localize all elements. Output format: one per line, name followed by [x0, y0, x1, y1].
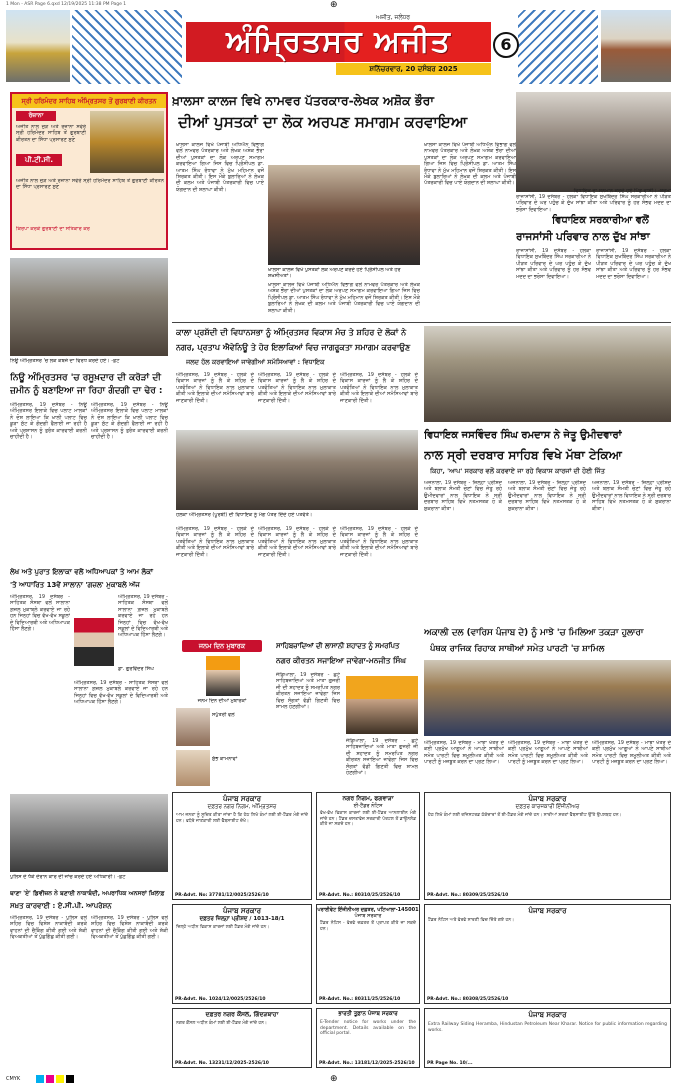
center-lower-portrait	[346, 676, 418, 734]
right-lower-body-2: ਅੰਮ੍ਰਿਤਸਰ, 19 ਦਸੰਬਰ - ਮਾਝਾ ਖੇਤਰ ਦੇ ਕਈ ਪ੍ਰਮੁੱਖ ਆਗੂਆਂ ਨੇ ਆਪਣੇ ਸਾਥੀਆਂ ਸਮੇਤ ਪਾਰਟੀ ਵਿਚ ਸ਼ਮੂਲੀਅਤ ਕੀਤੀ ਅਤੇ ਪਾਰਟੀ ਨੂੰ ਮਜ਼ਬੂਤ ਕਰਨ ਦਾ ਪ੍ਰਣ ਲਿਆ।	[508, 740, 588, 766]
ad-8-ref: PR-Advt. No.: 80308/25/2526/10	[427, 997, 509, 1002]
ad-nagar-nigam	[316, 792, 420, 900]
birthday-photo-3	[176, 750, 210, 786]
top-right-body-1: ਰਾਜਾਸਾਂਸੀ, 19 ਦਸੰਬਰ - ਹਲਕਾ ਵਿਧਾਇਕ ਸੁਖਬਿੰਦਰ ਸਿੰਘ ਸਰਕਾਰੀਆ ਨੇ ਪੀੜਤ ਪਰਿਵਾਰ ਦੇ ਘਰ ਪਹੁੰਚ ਕੇ ਦੁੱਖ ਸਾਂਝਾ ਕੀਤਾ ਅਤੇ ਪਰਿਵਾਰ ਨੂੰ ਹਰ ਸੰਭਵ ਮਦਦ ਦਾ ਭਰੋਸਾ ਦਿਵਾਇਆ।	[516, 248, 591, 280]
masthead-title: ਅੰਮ੍ਰਿਤਸਰ ਅਜੀਤ	[186, 22, 491, 62]
lead-body-col-3: ਖ਼ਾਲਸਾ ਕਾਲਜ ਵਿਖੇ ਪੰਜਾਬੀ ਅਧਿਐਨ ਵਿਭਾਗ ਵਲੋਂ ਨਾਮਵਰ ਪੱਤਰਕਾਰ ਅਤੇ ਲੇਖਕ ਅਸ਼ੋਕ ਭੌਰਾ ਦੀਆਂ ਪੁਸਤਕਾਂ ਦਾ ਲੋਕ ਅਰਪਣ ਸਮਾਗਮ ਕਰਵਾਇਆ ਗਿਆ ਜਿਸ ਵਿਚ ਪ੍ਰਿੰਸੀਪਲ ਡਾ. ਆਤਮ ਸਿੰਘ ਰੰਧਾਵਾ ਨੇ ਮੁੱਖ ਮਹਿਮਾਨ ਵਜੋਂ ਸ਼ਿਰਕਤ ਕੀਤੀ। ਇਸ ਮੌਕੇ ਬੁਲਾਰਿਆਂ ਨੇ ਲੇਖਕ ਦੀ ਕਲਮ ਅਤੇ ਪੰਜਾਬੀ ਪੱਤਰਕਾਰੀ ਵਿਚ ਪਾਏ ਯੋਗਦਾਨ ਦੀ ਸ਼ਲਾਘਾ ਕੀਤੀ।	[424, 142, 516, 187]
bottom-registration-mark-icon: ⊕	[330, 1074, 338, 1084]
yellow-swatch	[56, 1075, 64, 1083]
ad-4-title: ਪੰਜਾਬ ਸਰਕਾਰ	[222, 907, 261, 915]
ad-2-subtitle: ਈ-ਟੈਂਡਰ ਨੋਟਿਸ	[353, 803, 383, 809]
promo-details: ਅਜੀਤ ਨਾਲ ਜੁੜੋ ਅਤੇ ਰੋਜ਼ਾਨਾ ਸਵੇਰੇ ਸ੍ਰੀ ਹਰਿਮੰਦਰ ਸਾਹਿਬ ਤੋਂ ਗੁਰਬਾਣੀ ਕੀਰਤਨ ਦਾ ਸਿੱਧਾ ਪ੍ਰਸਾਰਣ ਸੁਣੋ	[16, 178, 164, 191]
top-right-caption: ਵਿਧਾਇਕ ਦਾ ਸਨਮਾਨ ਕਰਦੇ ਹੋਏ ਪਿੰਡ ਵਾਸੀ। -ਸ਼ਰਮਾ	[573, 188, 671, 194]
top-right-summary: ਰਾਜਾਸਾਂਸੀ, 19 ਦਸੰਬਰ - ਹਲਕਾ ਵਿਧਾਇਕ ਸੁਖਬਿੰਦਰ ਸਿੰਘ ਸਰਕਾਰੀਆ ਨੇ ਪੀੜਤ ਪਰਿਵਾਰ ਦੇ ਘਰ ਪਹੁੰਚ ਕੇ ਦੁੱਖ ਸਾਂਝਾ ਕੀਤਾ ਅਤੇ ਪਰਿਵਾਰ ਨੂੰ ਹਰ ਸੰਭਵ ਮਦਦ ਦਾ ਭਰੋਸਾ ਦਿਵਾਇਆ।	[516, 194, 671, 212]
ad-1-subtitle: ਦਫ਼ਤਰ ਨਗਰ ਨਿਗਮ, ਅੰਮ੍ਰਿਤਸਰ	[207, 804, 277, 810]
center-mid-photo	[176, 430, 418, 510]
ad-punjab-sarkar-4	[424, 1008, 671, 1068]
promo-box	[10, 92, 168, 250]
ad-1-ref: PR-Advt. No: 37781/12/0025/2526/10	[175, 893, 269, 898]
registration-mark-icon: ⊕	[330, 0, 338, 10]
lead-body-col-1: ਖ਼ਾਲਸਾ ਕਾਲਜ ਵਿਖੇ ਪੰਜਾਬੀ ਅਧਿਐਨ ਵਿਭਾਗ ਵਲੋਂ ਨਾਮਵਰ ਪੱਤਰਕਾਰ ਅਤੇ ਲੇਖਕ ਅਸ਼ੋਕ ਭੌਰਾ ਦੀਆਂ ਪੁਸਤਕਾਂ ਦਾ ਲੋਕ ਅਰਪਣ ਸਮਾਗਮ ਕਰਵਾਇਆ ਗਿਆ ਜਿਸ ਵਿਚ ਪ੍ਰਿੰਸੀਪਲ ਡਾ. ਆਤਮ ਸਿੰਘ ਰੰਧਾਵਾ ਨੇ ਮੁੱਖ ਮਹਿਮਾਨ ਵਜੋਂ ਸ਼ਿਰਕਤ ਕੀਤੀ। ਇਸ ਮੌਕੇ ਬੁਲਾਰਿਆਂ ਨੇ ਲੇਖਕ ਦੀ ਕਲਮ ਅਤੇ ਪੰਜਾਬੀ ਪੱਤਰਕਾਰੀ ਵਿਚ ਪਾਏ ਯੋਗਦਾਨ ਦੀ ਸ਼ਲਾਘਾ ਕੀਤੀ।	[176, 142, 264, 193]
center-lower-body-1: ਜੰਡਿਆਲਾ, 19 ਦਸੰਬਰ - ਛੋਟੇ ਸਾਹਿਬਜ਼ਾਦਿਆਂ ਅਤੇ ਮਾਤਾ ਗੁਜਰੀ ਜੀ ਦੀ ਸ਼ਹਾਦਤ ਨੂੰ ਸਮਰਪਿਤ ਨਗਰ ਕੀਰਤਨ ਸਜਾਇਆ ਜਾਵੇਗਾ ਜਿਸ ਵਿਚ ਸੰਗਤਾਂ ਵੱਡੀ ਗਿਣਤੀ ਵਿਚ ਸ਼ਾਮਲ ਹੋਣਗੀਆਂ।	[276, 672, 340, 711]
center-mid-body-4: ਅੰਮ੍ਰਿਤਸਰ, 19 ਦਸੰਬਰ - ਹਲਕੇ ਦੇ ਵਿਕਾਸ ਕਾਰਜਾਂ ਨੂੰ ਲੈ ਕੇ ਸ਼ਹਿਰ ਦੇ ਪਤਵੰਤਿਆਂ ਨੇ ਵਿਧਾਇਕ ਨਾਲ ਮੁਲਾਕਾਤ ਕੀਤੀ ਅਤੇ ਇਲਾਕੇ ਦੀਆਂ ਸਮੱਸਿਆਵਾਂ ਬਾਰੇ ਜਾਣਕਾਰੀ ਦਿੱਤੀ।	[176, 526, 254, 558]
masthead-pattern-left	[72, 10, 182, 84]
right-lower-body-1: ਅੰਮ੍ਰਿਤਸਰ, 19 ਦਸੰਬਰ - ਮਾਝਾ ਖੇਤਰ ਦੇ ਕਈ ਪ੍ਰਮੁੱਖ ਆਗੂਆਂ ਨੇ ਆਪਣੇ ਸਾਥੀਆਂ ਸਮੇਤ ਪਾਰਟੀ ਵਿਚ ਸ਼ਮੂਲੀਅਤ ਕੀਤੀ ਅਤੇ ਪਾਰਟੀ ਨੂੰ ਮਜ਼ਬੂਤ ਕਰਨ ਦਾ ਪ੍ਰਣ ਲਿਆ।	[424, 740, 504, 766]
golden-temple-photo	[6, 10, 70, 82]
center-mid-headline-2: ਨਗਰ, ਪ੍ਰਤਾਪ ਐਵੇਨਿਊ ਤੇ ਹੋਰ ਇਲਾਕਿਆਂ ਵਿਚ ਜਾਗਰੂਕਤਾ ਸਮਾਗਮ ਕਰਵਾਉਣ	[176, 343, 411, 352]
center-mid-body-3: ਅੰਮ੍ਰਿਤਸਰ, 19 ਦਸੰਬਰ - ਹਲਕੇ ਦੇ ਵਿਕਾਸ ਕਾਰਜਾਂ ਨੂੰ ਲੈ ਕੇ ਸ਼ਹਿਰ ਦੇ ਪਤਵੰਤਿਆਂ ਨੇ ਵਿਧਾਇਕ ਨਾਲ ਮੁਲਾਕਾਤ ਕੀਤੀ ਅਤੇ ਇਲਾਕੇ ਦੀਆਂ ਸਮੱਸਿਆਵਾਂ ਬਾਰੇ ਜਾਣਕਾਰੀ ਦਿੱਤੀ।	[340, 372, 418, 404]
promo-footer: ਕਿਰਪਾ ਕਰਕੇ ਗੁਰਬਾਣੀ ਦਾ ਸਤਿਕਾਰ ਕਰੋ	[16, 226, 90, 232]
birthday-caption-3: ਸ਼ੁੱਭ ਕਾਮਨਾਵਾਂ	[212, 756, 238, 762]
masthead-pattern-right	[518, 10, 598, 84]
bottom-left-caption: ਪੁਲਿਸ ਦੇ ਧੱਕੇ ਦੌਰਾਨ ਕਾਰ ਦੀ ਜਾਂਚ ਕਰਦੇ ਹੋਏ ਅਧਿਕਾਰੀ। -ਫ਼ੋਟੋ	[10, 874, 126, 880]
bottom-left-photo	[10, 794, 168, 872]
center-mid-headline-1: ਕਾਲਾ ਪ੍ਰਸ਼ੱਦੀ ਦੀ ਵਿਧਾਨਸਭਾ ਨੂੰ ਅੰਮ੍ਰਿਤਸਰ ਵਿਕਾਸ ਮੰਚ ਤੇ ਸ਼ਹਿਰ ਦੇ ਲੋਕਾਂ ਨੇ	[176, 328, 407, 337]
ad-private-engineer	[316, 904, 420, 1004]
ad-2-body: ਵੱਖ-ਵੱਖ ਵਿਕਾਸ ਕਾਰਜਾਂ ਲਈ ਈ-ਟੈਂਡਰ ਆਨਲਾਈਨ ਮੰਗੇ ਜਾਂਦੇ ਹਨ। ਟੈਂਡਰ ਦਸਤਾਵੇਜ਼ ਸਰਕਾਰੀ ਪੋਰਟਲ ਤੋਂ ਡਾਊਨਲੋਡ ਕੀਤੇ ਜਾ ਸਕਦੇ ਹਨ।	[320, 811, 416, 827]
promo-photo	[90, 111, 164, 173]
ad-punjab-sarkar-3	[424, 904, 671, 1004]
ad-9-ref: PR Page No. 10/...	[427, 1061, 473, 1066]
center-mid-kicker: ਜਲਦ ਹੱਲ ਕਰਵਾਇਆਂ ਜਾਵੇਗੀਆਂ ਸਮੱਸਿਆਵਾਂ : ਵਿਧਾਇਕ	[186, 358, 325, 366]
left-lower-headline-2: 'ਤੇ ਆਧਾਰਿਤ 13ਵੇਂ ਸਾਲਾਨਾ 'ਗਜ਼ਲ' ਮੁਕਾਬਲੇ ਅੱਜ	[10, 581, 140, 589]
masthead-subtitle: ਅਜੀਤ, ਜਲੰਧਰ	[376, 14, 411, 21]
promo-body: ਅਜੀਤ ਨਾਲ ਜੁੜੋ ਅਤੇ ਰੋਜ਼ਾਨਾ ਸਵੇਰੇ ਸ੍ਰੀ ਹਰਿਮੰਦਰ ਸਾਹਿਬ ਤੋਂ ਗੁਰਬਾਣੀ ਕੀਰਤਨ ਦਾ ਸਿੱਧਾ ਪ੍ਰਸਾਰਣ ਸੁਣੋ	[16, 124, 86, 143]
promo-label: ਰੋਜ਼ਾਨਾ	[16, 111, 56, 121]
divider	[172, 322, 671, 323]
center-lower-headline-2: ਨਗਰ ਕੀਰਤਨ ਸਜਾਇਆ ਜਾਵੇਗਾ-ਮਨਜੀਤ ਸਿੰਘ	[276, 656, 407, 665]
promo-title: ਸ੍ਰੀ ਹਰਿਮੰਦਰ ਸਾਹਿਬ ਅੰਮ੍ਰਿਤਸਰ ਤੋਂ ਗੁਰਬਾਣੀ ਕੀਰਤਨ	[12, 94, 166, 108]
lead-caption: ਖ਼ਾਲਸਾ ਕਾਲਜ ਵਿਖੇ ਪੁਸਤਕਾਂ ਲੋਕ ਅਰਪਣ ਕਰਦੇ ਹੋਏ ਪ੍ਰਿੰਸੀਪਲ ਅਤੇ ਹੋਰ ਸ਼ਖ਼ਸੀਅਤਾਂ।	[268, 267, 401, 279]
bottom-left-body-2: ਅੰਮ੍ਰਿਤਸਰ, 19 ਦਸੰਬਰ - ਪੁਲਿਸ ਵਲੋਂ ਸ਼ਹਿਰ ਵਿਚ ਵਿਸ਼ੇਸ਼ ਨਾਕਾਬੰਦੀ ਕਰਕੇ ਵਾਹਨਾਂ ਦੀ ਚੈਕਿੰਗ ਕੀਤੀ ਗਈ ਅਤੇ ਸ਼ੱਕੀ ਵਿਅਕਤੀਆਂ ਤੋਂ ਪੁੱਛਗਿੱਛ ਕੀਤੀ ਗਈ।	[91, 915, 168, 941]
right-mid-headline-2: ਨਾਲ ਸ੍ਰੀ ਦਰਬਾਰ ਸਾਹਿਬ ਵਿਖੇ ਮੱਥਾ ਟੇਕਿਆ	[424, 448, 622, 462]
mid-left-body-2: ਅੰਮ੍ਰਿਤਸਰ, 19 ਦਸੰਬਰ - ਨਿਊ ਅੰਮ੍ਰਿਤਸਰ ਇਲਾਕੇ ਵਿਚ ਪਲਾਟ ਮਾਲਕਾਂ ਨੇ ਦੋਸ਼ ਲਾਇਆ ਕਿ ਖ਼ਾਲੀ ਪਲਾਟ ਵਿਚ ਕੂੜਾ ਸੁੱਟ ਕੇ ਗੰਦਗੀ ਫੈਲਾਈ ਜਾ ਰਹੀ ਹੈ ਅਤੇ ਪ੍ਰਸ਼ਾਸਨ ਨੂੰ ਤੁਰੰਤ ਕਾਰਵਾਈ ਕਰਨੀ ਚਾਹੀਦੀ ਹੈ।	[91, 402, 168, 441]
ad-6-body: ਟੈਂਡਰ ਨੋਟਿਸ - ਵੇਰਵੇ ਦਫ਼ਤਰ ਤੋਂ ਪ੍ਰਾਪਤ ਕੀਤੇ ਜਾ ਸਕਦੇ ਹਨ।	[320, 921, 416, 932]
footer-colors-label: CMYK	[6, 1076, 21, 1082]
ad-4-body: ਜ਼ਿਲ੍ਹੇ ਅਧੀਨ ਵਿਕਾਸ ਕਾਰਜਾਂ ਲਈ ਟੈਂਡਰ ਮੰਗੇ ਜਾਂਦੇ ਹਨ।	[176, 925, 270, 930]
center-mid-body-2: ਅੰਮ੍ਰਿਤਸਰ, 19 ਦਸੰਬਰ - ਹਲਕੇ ਦੇ ਵਿਕਾਸ ਕਾਰਜਾਂ ਨੂੰ ਲੈ ਕੇ ਸ਼ਹਿਰ ਦੇ ਪਤਵੰਤਿਆਂ ਨੇ ਵਿਧਾਇਕ ਨਾਲ ਮੁਲਾਕਾਤ ਕੀਤੀ ਅਤੇ ਇਲਾਕੇ ਦੀਆਂ ਸਮੱਸਿਆਵਾਂ ਬਾਰੇ ਜਾਣਕਾਰੀ ਦਿੱਤੀ।	[258, 372, 336, 404]
ad-7-body: E-Tender notice for works under the department. Details available on the official portal.	[320, 1020, 416, 1036]
right-mid-body-3: ਅਜਨਾਲਾ, 19 ਦਸੰਬਰ - ਜ਼ਿਲ੍ਹਾ ਪ੍ਰੀਸ਼ਦ ਅਤੇ ਬਲਾਕ ਸੰਮਤੀ ਚੋਣਾਂ ਵਿਚ ਜੇਤੂ ਰਹੇ ਉਮੀਦਵਾਰਾਂ ਨਾਲ ਵਿਧਾਇਕ ਨੇ ਸ੍ਰੀ ਦਰਬਾਰ ਸਾਹਿਬ ਵਿਖੇ ਨਤਮਸਤਕ ਹੋ ਕੇ ਸ਼ੁਕਰਾਨਾ ਕੀਤਾ।	[592, 480, 671, 512]
ad-8-title: ਪੰਜਾਬ ਸਰਕਾਰ	[528, 907, 567, 915]
right-lower-photo	[424, 660, 671, 736]
lead-headline-1: ਖ਼ਾਲਸਾ ਕਾਲਜ ਵਿਖੇ ਨਾਮਵਰ ਪੱਤਰਕਾਰ-ਲੇਖਕ ਅਸ਼ੋਕ ਭੌਰਾ	[172, 93, 434, 108]
left-lower-body-1: ਅੰਮ੍ਰਿਤਸਰ, 19 ਦਸੰਬਰ - ਸਾਹਿਤਕ ਸੰਸਥਾ ਵਲੋਂ ਸਾਲਾਨਾ ਗ਼ਜ਼ਲ ਮੁਕਾਬਲੇ ਕਰਵਾਏ ਜਾ ਰਹੇ ਹਨ ਜਿਨ੍ਹਾਂ ਵਿਚ ਵੱਖ-ਵੱਖ ਸਕੂਲਾਂ ਦੇ ਵਿਦਿਆਰਥੀ ਅਤੇ ਅਧਿਆਪਕ ਹਿੱਸਾ ਲੈਣਗੇ।	[10, 594, 70, 633]
bottom-left-body-1: ਅੰਮ੍ਰਿਤਸਰ, 19 ਦਸੰਬਰ - ਪੁਲਿਸ ਵਲੋਂ ਸ਼ਹਿਰ ਵਿਚ ਵਿਸ਼ੇਸ਼ ਨਾਕਾਬੰਦੀ ਕਰਕੇ ਵਾਹਨਾਂ ਦੀ ਚੈਕਿੰਗ ਕੀਤੀ ਗਈ ਅਤੇ ਸ਼ੱਕੀ ਵਿਅਕਤੀਆਂ ਤੋਂ ਪੁੱਛਗਿੱਛ ਕੀਤੀ ਗਈ।	[10, 915, 87, 941]
center-lower-headline-1: ਸਾਹਿਬਜ਼ਾਦਿਆਂ ਦੀ ਲਾਸਾਨੀ ਸ਼ਹਾਦਤ ਨੂੰ ਸਮਰਪਿਤ	[276, 642, 400, 650]
monument-photo	[601, 10, 671, 82]
right-mid-headline-1: ਵਿਧਾਇਕ ਜਸਵਿੰਦਰ ਸਿੰਘ ਰਮਦਾਸ ਨੇ ਜੇਤੂ ਉਮੀਦਵਾਰਾਂ	[424, 430, 622, 441]
ad-9-title: ਪੰਜਾਬ ਸਰਕਾਰ	[528, 1011, 567, 1019]
ad-3-ref: PR-Advt. No.: 80309/25/2526/10	[427, 893, 509, 898]
left-lower-headline-1: ਲੇਖ ਅਤੇ ਪੁਰਾਤ ਇਲਾਕਾ ਵਲੋਂ ਅਧਿਆਪਕਾਂ ਤੇ ਆਮ ਲੋਕਾਂ	[10, 568, 153, 576]
left-lower-body-2: ਅੰਮ੍ਰਿਤਸਰ, 19 ਦਸੰਬਰ - ਸਾਹਿਤਕ ਸੰਸਥਾ ਵਲੋਂ ਸਾਲਾਨਾ ਗ਼ਜ਼ਲ ਮੁਕਾਬਲੇ ਕਰਵਾਏ ਜਾ ਰਹੇ ਹਨ ਜਿਨ੍ਹਾਂ ਵਿਚ ਵੱਖ-ਵੱਖ ਸਕੂਲਾਂ ਦੇ ਵਿਦਿਆਰਥੀ ਅਤੇ ਅਧਿਆਪਕ ਹਿੱਸਾ ਲੈਣਗੇ।	[118, 594, 168, 639]
ad-5-title: ਦਫ਼ਤਰ ਨਗਰ ਕੌਂਸਲ, ਗਿੱਦੜਬਾਹਾ	[205, 1011, 279, 1018]
left-lower-body-3: ਅੰਮ੍ਰਿਤਸਰ, 19 ਦਸੰਬਰ - ਸਾਹਿਤਕ ਸੰਸਥਾ ਵਲੋਂ ਸਾਲਾਨਾ ਗ਼ਜ਼ਲ ਮੁਕਾਬਲੇ ਕਰਵਾਏ ਜਾ ਰਹੇ ਹਨ ਜਿਨ੍ਹਾਂ ਵਿਚ ਵੱਖ-ਵੱਖ ਸਕੂਲਾਂ ਦੇ ਵਿਦਿਆਰਥੀ ਅਤੇ ਅਧਿਆਪਕ ਹਿੱਸਾ ਲੈਣਗੇ।	[74, 680, 168, 706]
ad-6-subtitle: ਪੰਜਾਬ ਸਰਕਾਰ	[354, 913, 382, 919]
ad-nagar-council	[172, 1008, 312, 1068]
right-mid-kicker: ਕਿਹਾ, 'ਆਪ' ਸਰਕਾਰ ਵਲੋਂ ਕਰਵਾਏ ਜਾ ਰਹੇ ਵਿਕਾਸ ਕਾਰਜਾਂ ਦੀ ਹੋਈ ਜਿੱਤ	[430, 467, 605, 475]
birthday-box	[172, 640, 272, 788]
ad-6-title: ਪਰਾਈਵੇਟ ਇੰਜੀਨੀਅਰ ਦਫ਼ਤਰ, ਪਟਿਆਲਾ-145001	[317, 907, 419, 913]
masthead	[6, 10, 671, 86]
center-lower-body-2: ਜੰਡਿਆਲਾ, 19 ਦਸੰਬਰ - ਛੋਟੇ ਸਾਹਿਬਜ਼ਾਦਿਆਂ ਅਤੇ ਮਾਤਾ ਗੁਜਰੀ ਜੀ ਦੀ ਸ਼ਹਾਦਤ ਨੂੰ ਸਮਰਪਿਤ ਨਗਰ ਕੀਰਤਨ ਸਜਾਇਆ ਜਾਵੇਗਾ ਜਿਸ ਵਿਚ ਸੰਗਤਾਂ ਵੱਡੀ ਗਿਣਤੀ ਵਿਚ ਸ਼ਾਮਲ ਹੋਣਗੀਆਂ।	[346, 738, 418, 777]
bottom-left-headline-1: ਥਾਣਾ 'ਏ' ਡਿਵੀਜ਼ਨ ਨੇ ਬਣਾਈ ਨਾਕਾਬੰਦੀ, ਅਪਰਾਧਿਕ ਅਨਸਰਾਂ ਖ਼ਿਲਾਫ਼	[10, 890, 165, 897]
masthead-title-block	[186, 14, 491, 80]
top-right-body-2: ਰਾਜਾਸਾਂਸੀ, 19 ਦਸੰਬਰ - ਹਲਕਾ ਵਿਧਾਇਕ ਸੁਖਬਿੰਦਰ ਸਿੰਘ ਸਰਕਾਰੀਆ ਨੇ ਪੀੜਤ ਪਰਿਵਾਰ ਦੇ ਘਰ ਪਹੁੰਚ ਕੇ ਦੁੱਖ ਸਾਂਝਾ ਕੀਤਾ ਅਤੇ ਪਰਿਵਾਰ ਨੂੰ ਹਰ ਸੰਭਵ ਮਦਦ ਦਾ ਭਰੋਸਾ ਦਿਵਾਇਆ।	[596, 248, 671, 280]
ad-8-body: ਟੈਂਡਰ ਨੋਟਿਸ ਅਤੇ ਵੇਰਵੇ ਸਾਰਣੀ ਵਿਚ ਦਿੱਤੇ ਗਏ ਹਨ।	[428, 918, 515, 923]
right-mid-body-2: ਅਜਨਾਲਾ, 19 ਦਸੰਬਰ - ਜ਼ਿਲ੍ਹਾ ਪ੍ਰੀਸ਼ਦ ਅਤੇ ਬਲਾਕ ਸੰਮਤੀ ਚੋਣਾਂ ਵਿਚ ਜੇਤੂ ਰਹੇ ਉਮੀਦਵਾਰਾਂ ਨਾਲ ਵਿਧਾਇਕ ਨੇ ਸ੍ਰੀ ਦਰਬਾਰ ਸਾਹਿਬ ਵਿਖੇ ਨਤਮਸਤਕ ਹੋ ਕੇ ਸ਼ੁਕਰਾਨਾ ਕੀਤਾ।	[508, 480, 586, 512]
mid-left-body-1: ਅੰਮ੍ਰਿਤਸਰ, 19 ਦਸੰਬਰ - ਨਿਊ ਅੰਮ੍ਰਿਤਸਰ ਇਲਾਕੇ ਵਿਚ ਪਲਾਟ ਮਾਲਕਾਂ ਨੇ ਦੋਸ਼ ਲਾਇਆ ਕਿ ਖ਼ਾਲੀ ਪਲਾਟ ਵਿਚ ਕੂੜਾ ਸੁੱਟ ਕੇ ਗੰਦਗੀ ਫੈਲਾਈ ਜਾ ਰਹੀ ਹੈ ਅਤੇ ਪ੍ਰਸ਼ਾਸਨ ਨੂੰ ਤੁਰੰਤ ਕਾਰਵਾਈ ਕਰਨੀ ਚਾਹੀਦੀ ਹੈ।	[10, 402, 87, 441]
top-right-headline-2: ਰਾਜਸਾਂਸੀ ਪਰਿਵਾਰ ਨਾਲ ਦੁੱਖ ਸਾਂਝਾ	[516, 231, 650, 243]
magenta-swatch	[46, 1075, 54, 1083]
lead-photo	[268, 165, 420, 265]
ad-1-title: ਪੰਜਾਬ ਸਰਕਾਰ	[222, 795, 261, 803]
left-lower-photo-caption: ਡਾ. ਗੁਰਵਿੰਦਰ ਸਿੰਘ	[118, 666, 154, 672]
topline: 1 Mon - ASR Page 6.qxd 12/19/2025 11:38 PM Page 1	[6, 2, 127, 7]
mid-left-photo	[10, 258, 168, 356]
ad-3-title: ਪੰਜਾਬ ਸਰਕਾਰ	[528, 795, 567, 803]
ad-5-body: ਨਗਰ ਕੌਂਸਲ ਅਧੀਨ ਕੰਮਾਂ ਲਈ ਈ-ਟੈਂਡਰ ਮੰਗੇ ਜਾਂਦੇ ਹਨ।	[176, 1021, 267, 1026]
ad-7-ref: PR-Advt. No.: 13181/12/2025-2526/10	[319, 1061, 415, 1066]
mid-left-caption: ਨਿਊ ਅੰਮ੍ਰਿਤਸਰ 'ਚ ਲੋਕ ਕਬਜ਼ੇ ਦਾ ਵਿਰੋਧ ਕਰਦੇ ਹੋਏ। -ਫ਼ੋਟੋ	[10, 358, 120, 364]
lead-headline-2: ਦੀਆਂ ਪੁਸਤਕਾਂ ਦਾ ਲੋਕ ਅਰਪਣ ਸਮਾਗਮ ਕਰਵਾਇਆ	[178, 113, 468, 131]
cyan-swatch	[36, 1075, 44, 1083]
ad-4-ref: PR-Advt. No. 1024/12/0025/2526/10	[175, 997, 266, 1002]
right-mid-body-1: ਅਜਨਾਲਾ, 19 ਦਸੰਬਰ - ਜ਼ਿਲ੍ਹਾ ਪ੍ਰੀਸ਼ਦ ਅਤੇ ਬਲਾਕ ਸੰਮਤੀ ਚੋਣਾਂ ਵਿਚ ਜੇਤੂ ਰਹੇ ਉਮੀਦਵਾਰਾਂ ਨਾਲ ਵਿਧਾਇਕ ਨੇ ਸ੍ਰੀ ਦਰਬਾਰ ਸਾਹਿਬ ਵਿਖੇ ਨਤਮਸਤਕ ਹੋ ਕੇ ਸ਼ੁਕਰਾਨਾ ਕੀਤਾ।	[424, 480, 502, 512]
center-mid-body-1: ਅੰਮ੍ਰਿਤਸਰ, 19 ਦਸੰਬਰ - ਹਲਕੇ ਦੇ ਵਿਕਾਸ ਕਾਰਜਾਂ ਨੂੰ ਲੈ ਕੇ ਸ਼ਹਿਰ ਦੇ ਪਤਵੰਤਿਆਂ ਨੇ ਵਿਧਾਇਕ ਨਾਲ ਮੁਲਾਕਾਤ ਕੀਤੀ ਅਤੇ ਇਲਾਕੇ ਦੀਆਂ ਸਮੱਸਿਆਵਾਂ ਬਾਰੇ ਜਾਣਕਾਰੀ ਦਿੱਤੀ।	[176, 372, 254, 404]
masthead-date: ਸ਼ਨਿੱਚਰਵਾਰ, 20 ਦਸੰਬਰ 2025	[336, 63, 491, 75]
top-right-headline-1: ਵਿਧਾਇਕ ਸਰਕਾਰੀਆ ਵਲੋਂ	[552, 215, 649, 226]
right-lower-headline-1: ਅਕਾਲੀ ਦਲ (ਵਾਰਿਸ ਪੰਜਾਬ ਦੇ) ਨੂੰ ਮਾਝੇ 'ਚ ਮਿਲਿਆ ਤਕੜਾ ਹੁਲਾਰਾ	[424, 628, 644, 638]
page-number: 6	[493, 32, 519, 58]
lead-body-col-2: ਖ਼ਾਲਸਾ ਕਾਲਜ ਵਿਖੇ ਪੰਜਾਬੀ ਅਧਿਐਨ ਵਿਭਾਗ ਵਲੋਂ ਨਾਮਵਰ ਪੱਤਰਕਾਰ ਅਤੇ ਲੇਖਕ ਅਸ਼ੋਕ ਭੌਰਾ ਦੀਆਂ ਪੁਸਤਕਾਂ ਦਾ ਲੋਕ ਅਰਪਣ ਸਮਾਗਮ ਕਰਵਾਇਆ ਗਿਆ ਜਿਸ ਵਿਚ ਪ੍ਰਿੰਸੀਪਲ ਡਾ. ਆਤਮ ਸਿੰਘ ਰੰਧਾਵਾ ਨੇ ਮੁੱਖ ਮਹਿਮਾਨ ਵਜੋਂ ਸ਼ਿਰਕਤ ਕੀਤੀ। ਇਸ ਮੌਕੇ ਬੁਲਾਰਿਆਂ ਨੇ ਲੇਖਕ ਦੀ ਕਲਮ ਅਤੇ ਪੰਜਾਬੀ ਪੱਤਰਕਾਰੀ ਵਿਚ ਪਾਏ ਯੋਗਦਾਨ ਦੀ ਸ਼ਲਾਘਾ ਕੀਤੀ।	[268, 282, 420, 314]
ad-3-body: ਹੇਠ ਲਿਖੇ ਕੰਮਾਂ ਲਈ ਰਜਿਸਟਰਡ ਠੇਕੇਦਾਰਾਂ ਤੋਂ ਈ-ਟੈਂਡਰ ਮੰਗੇ ਜਾਂਦੇ ਹਨ। ਸਾਰੀਆਂ ਸ਼ਰਤਾਂ ਵੈੱਬਸਾਈਟ ਉੱਤੇ ਉਪਲਬਧ ਹਨ।	[428, 813, 622, 818]
top-right-photo	[516, 92, 671, 192]
ad-zila-parishad	[172, 904, 312, 1004]
left-lower-portrait	[74, 618, 114, 666]
ad-4-subtitle: ਦਫ਼ਤਰ ਜ਼ਿਲ੍ਹਾ ਪ੍ਰੀਸ਼ਦ / 1013-18/1	[199, 916, 285, 922]
ad-punjab-sarkar-1	[172, 792, 312, 900]
right-mid-photo	[424, 326, 671, 422]
birthday-caption-2: ਸਪੁੱਤਰੀ ਵਲੋਂ	[212, 712, 235, 718]
ad-7-title: ਭਾਰਤੀ ਤੂਫ਼ਾਨ ਪੰਜਾਬ ਸਰਕਾਰ	[338, 1011, 398, 1017]
center-mid-body-5: ਅੰਮ੍ਰਿਤਸਰ, 19 ਦਸੰਬਰ - ਹਲਕੇ ਦੇ ਵਿਕਾਸ ਕਾਰਜਾਂ ਨੂੰ ਲੈ ਕੇ ਸ਼ਹਿਰ ਦੇ ਪਤਵੰਤਿਆਂ ਨੇ ਵਿਧਾਇਕ ਨਾਲ ਮੁਲਾਕਾਤ ਕੀਤੀ ਅਤੇ ਇਲਾਕੇ ਦੀਆਂ ਸਮੱਸਿਆਵਾਂ ਬਾਰੇ ਜਾਣਕਾਰੀ ਦਿੱਤੀ।	[258, 526, 336, 558]
ad-1-body: ਆਮ ਜਨਤਾ ਨੂੰ ਸੂਚਿਤ ਕੀਤਾ ਜਾਂਦਾ ਹੈ ਕਿ ਹੇਠ ਲਿਖੇ ਕੰਮਾਂ ਲਈ ਈ-ਟੈਂਡਰ ਮੰਗੇ ਜਾਂਦੇ ਹਨ। ਵਧੇਰੇ ਜਾਣਕਾਰੀ ਲਈ ਵੈੱਬਸਾਈਟ ਦੇਖੋ।	[176, 813, 308, 824]
birthday-photo-1	[206, 656, 240, 696]
right-lower-body-3: ਅੰਮ੍ਰਿਤਸਰ, 19 ਦਸੰਬਰ - ਮਾਝਾ ਖੇਤਰ ਦੇ ਕਈ ਪ੍ਰਮੁੱਖ ਆਗੂਆਂ ਨੇ ਆਪਣੇ ਸਾਥੀਆਂ ਸਮੇਤ ਪਾਰਟੀ ਵਿਚ ਸ਼ਮੂਲੀਅਤ ਕੀਤੀ ਅਤੇ ਪਾਰਟੀ ਨੂੰ ਮਜ਼ਬੂਤ ਕਰਨ ਦਾ ਪ੍ਰਣ ਲਿਆ।	[592, 740, 671, 766]
center-mid-body-6: ਅੰਮ੍ਰਿਤਸਰ, 19 ਦਸੰਬਰ - ਹਲਕੇ ਦੇ ਵਿਕਾਸ ਕਾਰਜਾਂ ਨੂੰ ਲੈ ਕੇ ਸ਼ਹਿਰ ਦੇ ਪਤਵੰਤਿਆਂ ਨੇ ਵਿਧਾਇਕ ਨਾਲ ਮੁਲਾਕਾਤ ਕੀਤੀ ਅਤੇ ਇਲਾਕੇ ਦੀਆਂ ਸਮੱਸਿਆਵਾਂ ਬਾਰੇ ਜਾਣਕਾਰੀ ਦਿੱਤੀ।	[340, 526, 418, 558]
ad-3-subtitle: ਦਫ਼ਤਰ ਕਾਰਜਕਾਰੀ ਇੰਜੀਨੀਅਰ	[515, 804, 580, 810]
birthday-caption-1: ਜਨਮ ਦਿਨ ਦੀਆਂ ਮੁਬਾਰਕਾਂ	[197, 698, 247, 704]
birthday-photo-2	[176, 708, 210, 746]
mid-left-headline: ਨਿਊ ਅੰਮ੍ਰਿਤਸਰ 'ਚ ਰਸੂਖ਼ਦਾਰ ਦੀ ਕਰੋੜਾਂ ਦੀ ਜ਼ਮੀਨ ਨੂੰ ਬਣਾਇਆ ਜਾ ਰਿਹਾ ਗੰਦਗੀ ਦਾ ਢੇਰ :	[10, 373, 163, 396]
ad-5-ref: PR-Advt. No. 13231/12/2025-2526/10	[175, 1061, 269, 1066]
ad-bharti	[316, 1008, 420, 1068]
birthday-title: ਜਨਮ ਦਿਨ ਮੁਬਾਰਕ	[182, 640, 262, 652]
bottom-left-headline-2: ਸਖ਼ਤ ਕਾਰਵਾਈ : ਏ.ਸੀ.ਪੀ. ਆਪਰੇਸ਼ਨ	[10, 902, 112, 910]
right-lower-headline-2: ਪੰਥਕ ਰਾਜਿਕ ਰਿਹਾਕ ਸਾਥੀਆਂ ਸਮੇਤ ਪਾਰਟੀ 'ਚ ਸ਼ਾਮਿਲ	[430, 644, 605, 654]
black-swatch	[66, 1075, 74, 1083]
center-mid-caption: ਹਲਕਾ ਅੰਮ੍ਰਿਤਸਰ (ਪੂਰਬੀ) ਦੀ ਵਿਧਾਇਕ ਨੂੰ ਮੰਗ ਪੱਤਰ ਦਿੰਦੇ ਹੋਏ ਪਤਵੰਤੇ।	[176, 512, 313, 518]
ad-punjab-sarkar-2	[424, 792, 671, 900]
promo-channel: ਪੀ.ਟੀ.ਸੀ.	[16, 154, 62, 166]
ad-2-ref: PR-Advt. No.: 80310/25/2526/10	[319, 893, 401, 898]
ad-9-body: Extra Railway Siding Heramba, Hindustan Petroleum Near Kharar. Notice for public information regarding works.	[428, 1022, 667, 1033]
ad-6-ref: PR-Advt. No.: 80311/25/2526/10	[319, 997, 401, 1002]
footer-color-bar	[6, 1074, 671, 1084]
ad-2-title: ਨਗਰ ਨਿਗਮ, ਫਗਵਾੜਾ	[342, 795, 394, 802]
